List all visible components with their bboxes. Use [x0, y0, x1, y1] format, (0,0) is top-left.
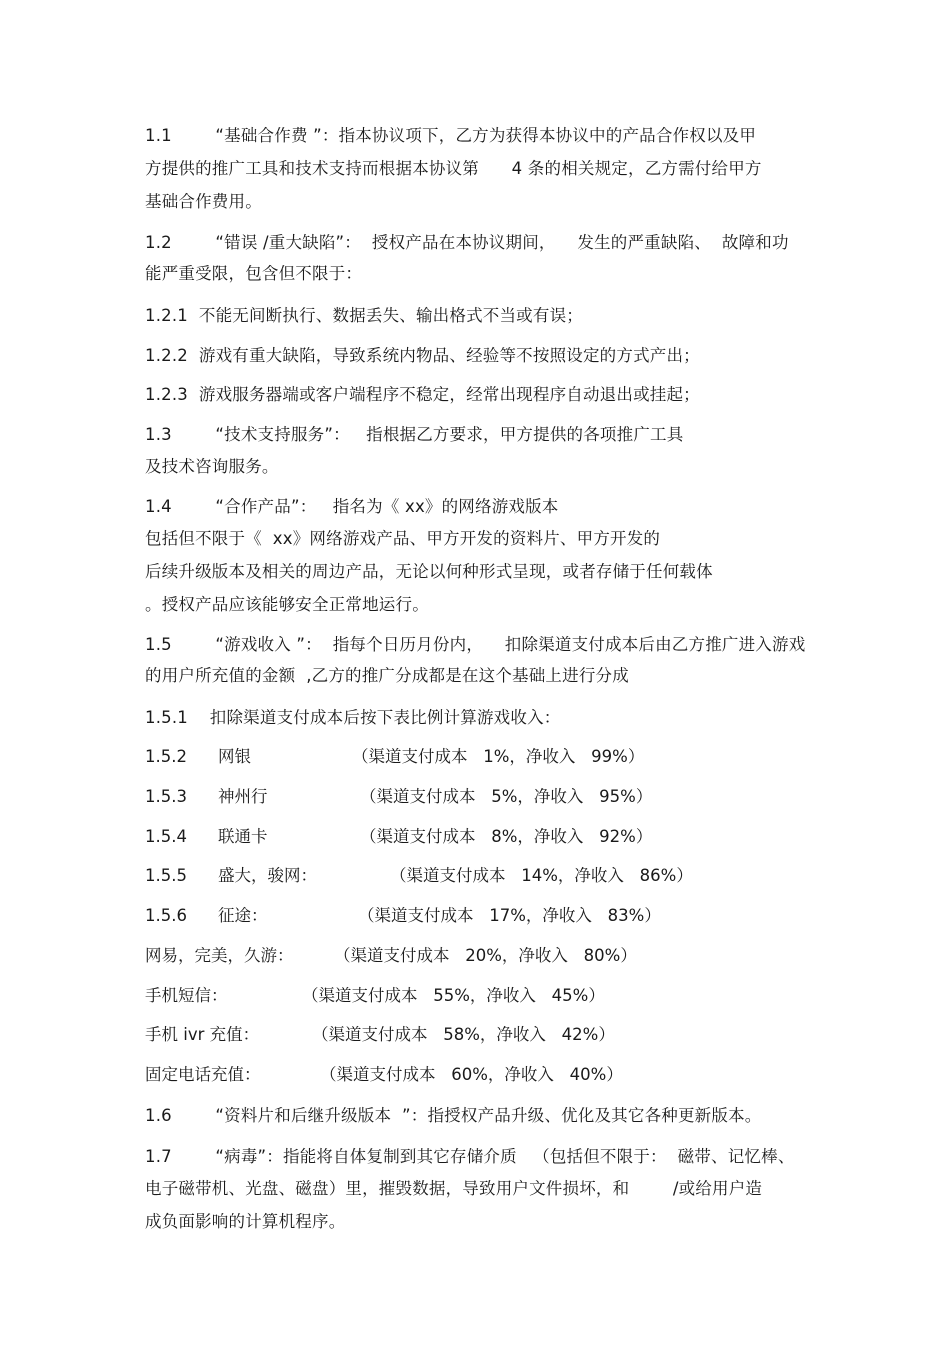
- clause-1-2-1: 1.2.1 不能无间断执行、数据丢失、输出格式不当或有误；: [145, 306, 583, 325]
- rate-channel-name: 手机短信：: [145, 986, 228, 1005]
- clause-1-1-line-3: 基础合作费用。: [145, 192, 262, 211]
- clause-1-4-line-3: 后续升级版本及相关的周边产品，无论以何种形式呈现，或者存储于任何载体: [145, 562, 713, 581]
- rate-channel-name: 联通卡: [218, 827, 268, 846]
- clause-1-6: 1.6 “资料片和后继升级版本 ”：指授权产品升级、优化及其它各种更新版本。: [145, 1106, 762, 1125]
- clause-1-4-line-2: 包括但不限于《 xx》网络游戏产品、甲方开发的资料片、甲方开发的: [145, 529, 661, 548]
- rate-detail: （渠道支付成本 60%，净收入 40%）: [320, 1065, 623, 1084]
- rate-number: 1.5.4: [145, 827, 187, 846]
- rate-channel-name: 固定电话充值：: [145, 1065, 261, 1084]
- clause-1-4-line-4: 。授权产品应该能够安全正常地运行。: [145, 595, 429, 614]
- rate-channel-name: 盛大，骏网：: [218, 866, 317, 885]
- rate-number: 1.5.6: [145, 906, 187, 925]
- rate-channel-name: 神州行: [218, 787, 268, 806]
- clause-1-3-line-1: 1.3 “技术支持服务”： 指根据乙方要求，甲方提供的各项推广工具: [145, 425, 684, 444]
- clause-1-5-line-2: 的用户所充值的金额 ,乙方的推广分成都是在这个基础上进行分成: [145, 666, 629, 685]
- rate-channel-name: 征途：: [218, 906, 268, 925]
- clause-1-3-line-2: 及技术咨询服务。: [145, 457, 279, 476]
- rate-detail: （渠道支付成本 17%，净收入 83%）: [358, 906, 661, 925]
- clause-1-1-line-1: 1.1 “基础合作费 ”：指本协议项下，乙方为获得本协议中的产品合作权以及甲: [145, 126, 757, 145]
- clause-1-2-3: 1.2.3 游戏服务器端或客户端程序不稳定，经常出现程序自动退出或挂起；: [145, 385, 700, 404]
- rate-channel-name: 网易，完美，久游：: [145, 946, 294, 965]
- rate-number: 1.5.5: [145, 866, 187, 885]
- clause-1-4-line-1: 1.4 “合作产品”： 指名为《 xx》的网络游戏版本: [145, 497, 559, 516]
- clause-1-1-line-2: 方提供的推广工具和技术支持而根据本协议第 4 条的相关规定，乙方需付给甲方: [145, 159, 762, 178]
- rate-channel-name: 网银: [218, 747, 251, 766]
- clause-1-7-line-1: 1.7 “病毒”：指能将自体复制到其它存储介质 （包括但不限于： 磁带、记忆棒、: [145, 1147, 795, 1166]
- rate-detail: （渠道支付成本 55%，净收入 45%）: [302, 986, 605, 1005]
- rate-detail: （渠道支付成本 58%，净收入 42%）: [312, 1025, 615, 1044]
- rate-detail: （渠道支付成本 5%，净收入 95%）: [360, 787, 653, 806]
- clause-1-7-line-2: 电子磁带机、光盘、磁盘）里，摧毁数据，导致用户文件损坏，和 /或给用户造: [145, 1179, 763, 1198]
- rate-detail: （渠道支付成本 8%，净收入 92%）: [360, 827, 653, 846]
- rate-number: 1.5.3: [145, 787, 187, 806]
- rate-detail: （渠道支付成本 1%，净收入 99%）: [352, 747, 645, 766]
- clause-1-5-1: 1.5.1 扣除渠道支付成本后按下表比例计算游戏收入：: [145, 708, 561, 727]
- clause-1-2-line-1: 1.2 “错误 /重大缺陷”： 授权产品在本协议期间， 发生的严重缺陷、 故障和功: [145, 233, 789, 252]
- clause-1-2-2: 1.2.2 游戏有重大缺陷，导致系统内物品、经验等不按照设定的方式产出；: [145, 346, 700, 365]
- clause-1-7-line-3: 成负面影响的计算机程序。: [145, 1212, 346, 1231]
- rate-number: 1.5.2: [145, 747, 187, 766]
- clause-1-2-line-2: 能严重受限，包含但不限于：: [145, 264, 363, 283]
- rate-detail: （渠道支付成本 14%，净收入 86%）: [390, 866, 693, 885]
- rate-channel-name: 手机 ivr 充值：: [145, 1025, 260, 1044]
- rate-detail: （渠道支付成本 20%，净收入 80%）: [334, 946, 637, 965]
- clause-1-5-line-1: 1.5 “游戏收入 ”： 指每个日历月份内， 扣除渠道支付成本后由乙方推广进入游戏: [145, 635, 806, 654]
